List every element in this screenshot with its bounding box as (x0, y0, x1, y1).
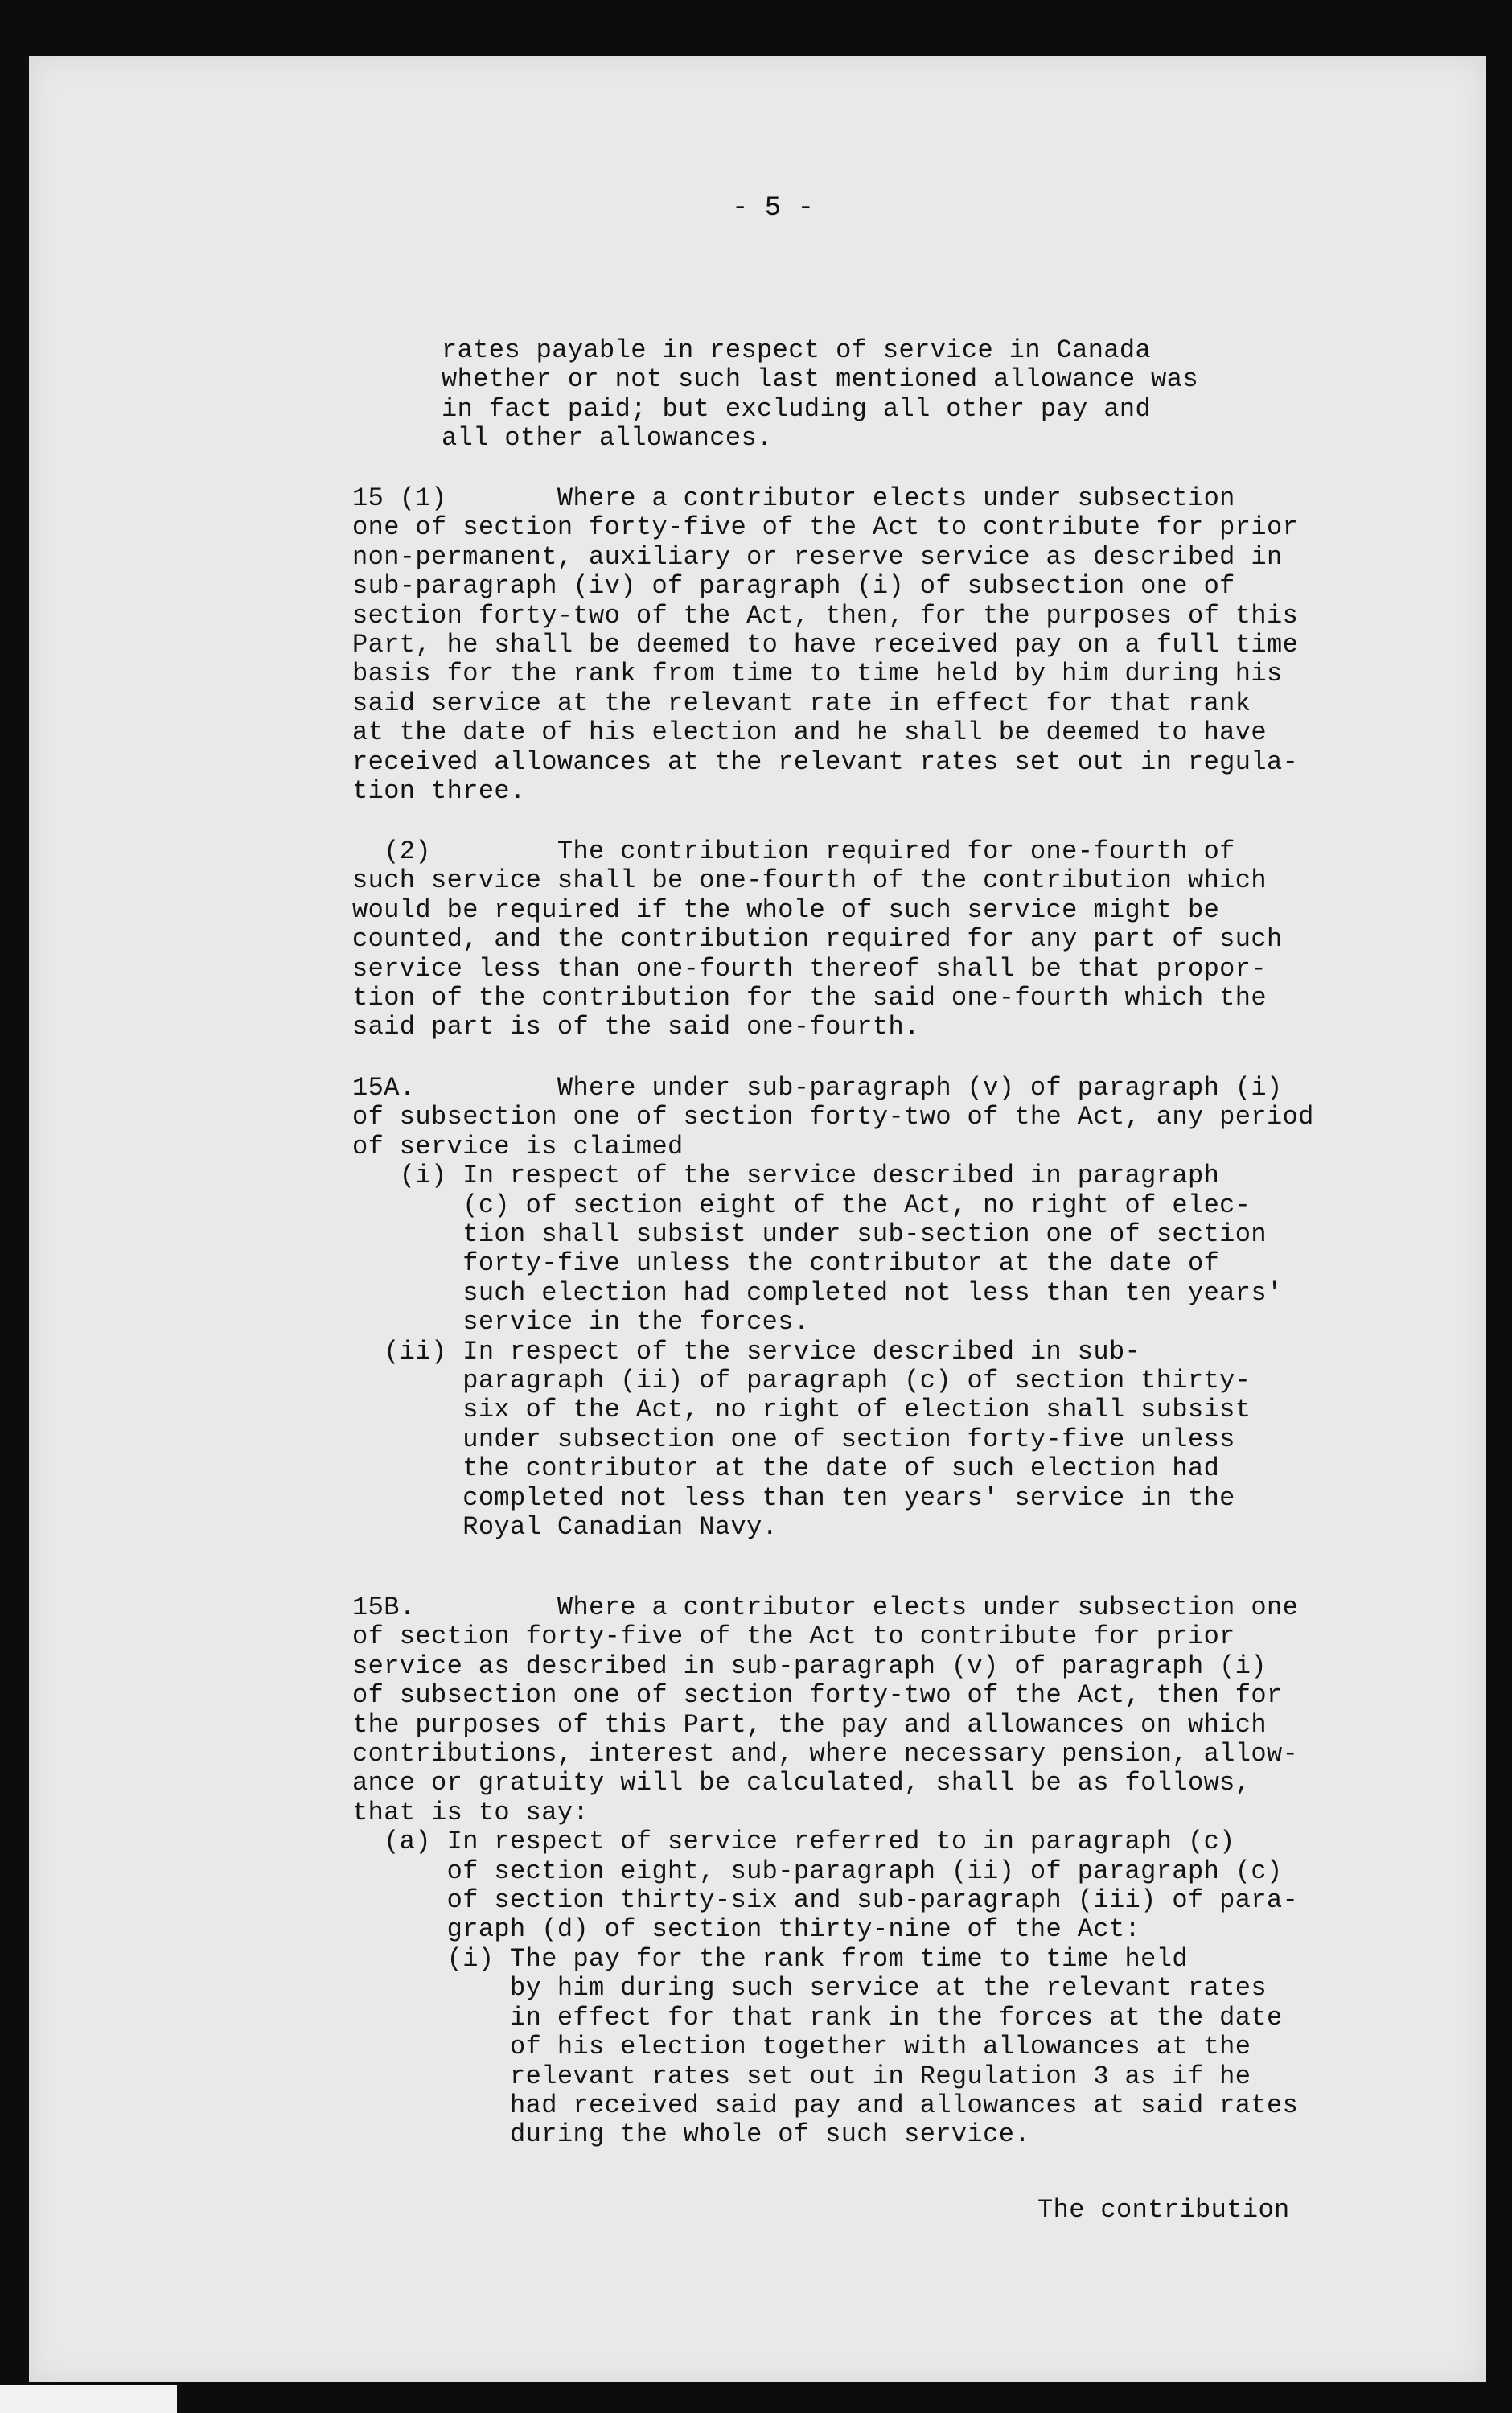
text-line: counted, and the contribution required for any part of such (352, 924, 1283, 955)
text-line: by him during such service at the relevant rates (352, 1973, 1267, 2004)
text-line: (i) The pay for the rank from time to time held (352, 1943, 1188, 1974)
text-line: service in the forces. (352, 1307, 810, 1338)
text-line: had received said pay and allowances at said rates (352, 2090, 1299, 2120)
text-line: (i) In respect of the service described in paragraph (352, 1161, 1220, 1191)
text-line: tion three. (352, 776, 526, 807)
text-line: (a) In respect of service referred to in paragraph (c) (352, 1827, 1235, 1857)
page-number: - 5 - (732, 193, 815, 224)
text-line: contributions, interest and, where necessary pension, allow- (352, 1739, 1299, 1770)
text-line: of section eight, sub-paragraph (ii) of paragraph (c) (352, 1856, 1283, 1886)
text-line: section forty-two of the Act, then, for the purposes of this (352, 600, 1299, 631)
text-line: tion shall subsist under sub-section one of section (352, 1219, 1267, 1250)
text-line: said service at the relevant rate in effect for that rank (352, 688, 1251, 718)
paragraph-section-15-2 (352, 837, 1283, 1042)
text-line: such election had completed not less than ten years' (352, 1277, 1283, 1308)
paragraph-section-15a (352, 1074, 1314, 1543)
text-line: paragraph (ii) of paragraph (c) of section thirty- (352, 1366, 1251, 1396)
text-line: 15 (1) Where a contributor elects under subsection (352, 483, 1235, 513)
text-line: tion of the contribution for the said one-fourth which the (352, 983, 1267, 1013)
text-line: six of the Act, no right of election shall subsist (352, 1395, 1251, 1425)
text-line: in effect for that rank in the forces at the date (352, 2002, 1283, 2033)
text-line: relevant rates set out in Regulation 3 as if he (352, 2061, 1251, 2091)
text-line: received allowances at the relevant rates set out in regula- (352, 746, 1299, 777)
text-line: service less than one-fourth thereof shall be that propor- (352, 953, 1267, 984)
catchword: The contribution (1037, 2195, 1290, 2225)
text-line: of section forty-five of the Act to contribute for prior (352, 1622, 1235, 1652)
paragraph-section-15b (352, 1593, 1298, 2150)
text-line: at the date of his election and he shall be deemed to have (352, 717, 1267, 748)
text-line: (c) of section eight of the Act, no right of elec- (352, 1190, 1251, 1220)
text-line: 15A. Where under sub-paragraph (v) of paragraph (i) (352, 1073, 1283, 1103)
text-line: the contributor at the date of such election had (352, 1453, 1220, 1484)
text-line: completed not less than ten years' service in the (352, 1482, 1235, 1513)
text-line: of section thirty-six and sub-paragraph (iii) of para- (352, 1885, 1299, 1916)
text-line: under subsection one of section forty-five unless (352, 1424, 1235, 1454)
text-line: said part is of the said one-fourth. (352, 1012, 920, 1042)
text-line: rates payable in respect of service in Canada (442, 335, 1152, 365)
paragraph-continuation (442, 336, 1198, 454)
text-line: one of section forty-five of the Act to contribute for prior (352, 512, 1299, 543)
text-line: non-permanent, auxiliary or reserve service as described in (352, 541, 1283, 572)
text-line: during the whole of such service. (352, 2119, 1030, 2150)
text-line: would be required if the whole of such service might be (352, 894, 1220, 925)
text-line: of his election together with allowances at the (352, 2032, 1251, 2062)
text-line: (2) The contribution required for one-fourth of (352, 837, 1235, 866)
text-line: graph (d) of section thirty-nine of the Act: (352, 1914, 1141, 1945)
text-line: of subsection one of section forty-two of the Act, then for (352, 1680, 1283, 1711)
paragraph-section-15-1 (352, 484, 1298, 806)
text-line: ance or gratuity will be calculated, shall be as follows, (352, 1768, 1251, 1798)
text-line: that is to say: (352, 1797, 590, 1827)
text-line: sub-paragraph (iv) of paragraph (i) of subsection one of (352, 571, 1235, 602)
text-line: forty-five unless the contributor at the date of (352, 1248, 1220, 1279)
text-line: of service is claimed (352, 1131, 684, 1161)
text-line: service as described in sub-paragraph (v) of paragraph (i) (352, 1650, 1267, 1681)
text-line: (ii) In respect of the service described in sub- (352, 1336, 1141, 1367)
text-line: Royal Canadian Navy. (352, 1512, 779, 1543)
text-line: of subsection one of section forty-two of the Act, any period (352, 1102, 1314, 1133)
text-line: such service shall be one-fourth of the contribution which (352, 865, 1267, 896)
text-line: Part, he shall be deemed to have received pay on a full time (352, 630, 1299, 660)
text-line: all other allowances. (442, 423, 773, 454)
text-line: basis for the rank from time to time held by him during his (352, 659, 1283, 689)
text-line: in fact paid; but excluding all other pay and (442, 393, 1152, 424)
film-edge-tab (0, 2385, 177, 2413)
text-line: 15B. Where a contributor elects under subsection one (352, 1593, 1299, 1622)
text-line: whether or not such last mentioned allowance was (442, 364, 1198, 395)
text-line: the purposes of this Part, the pay and allowances on which (352, 1709, 1267, 1740)
